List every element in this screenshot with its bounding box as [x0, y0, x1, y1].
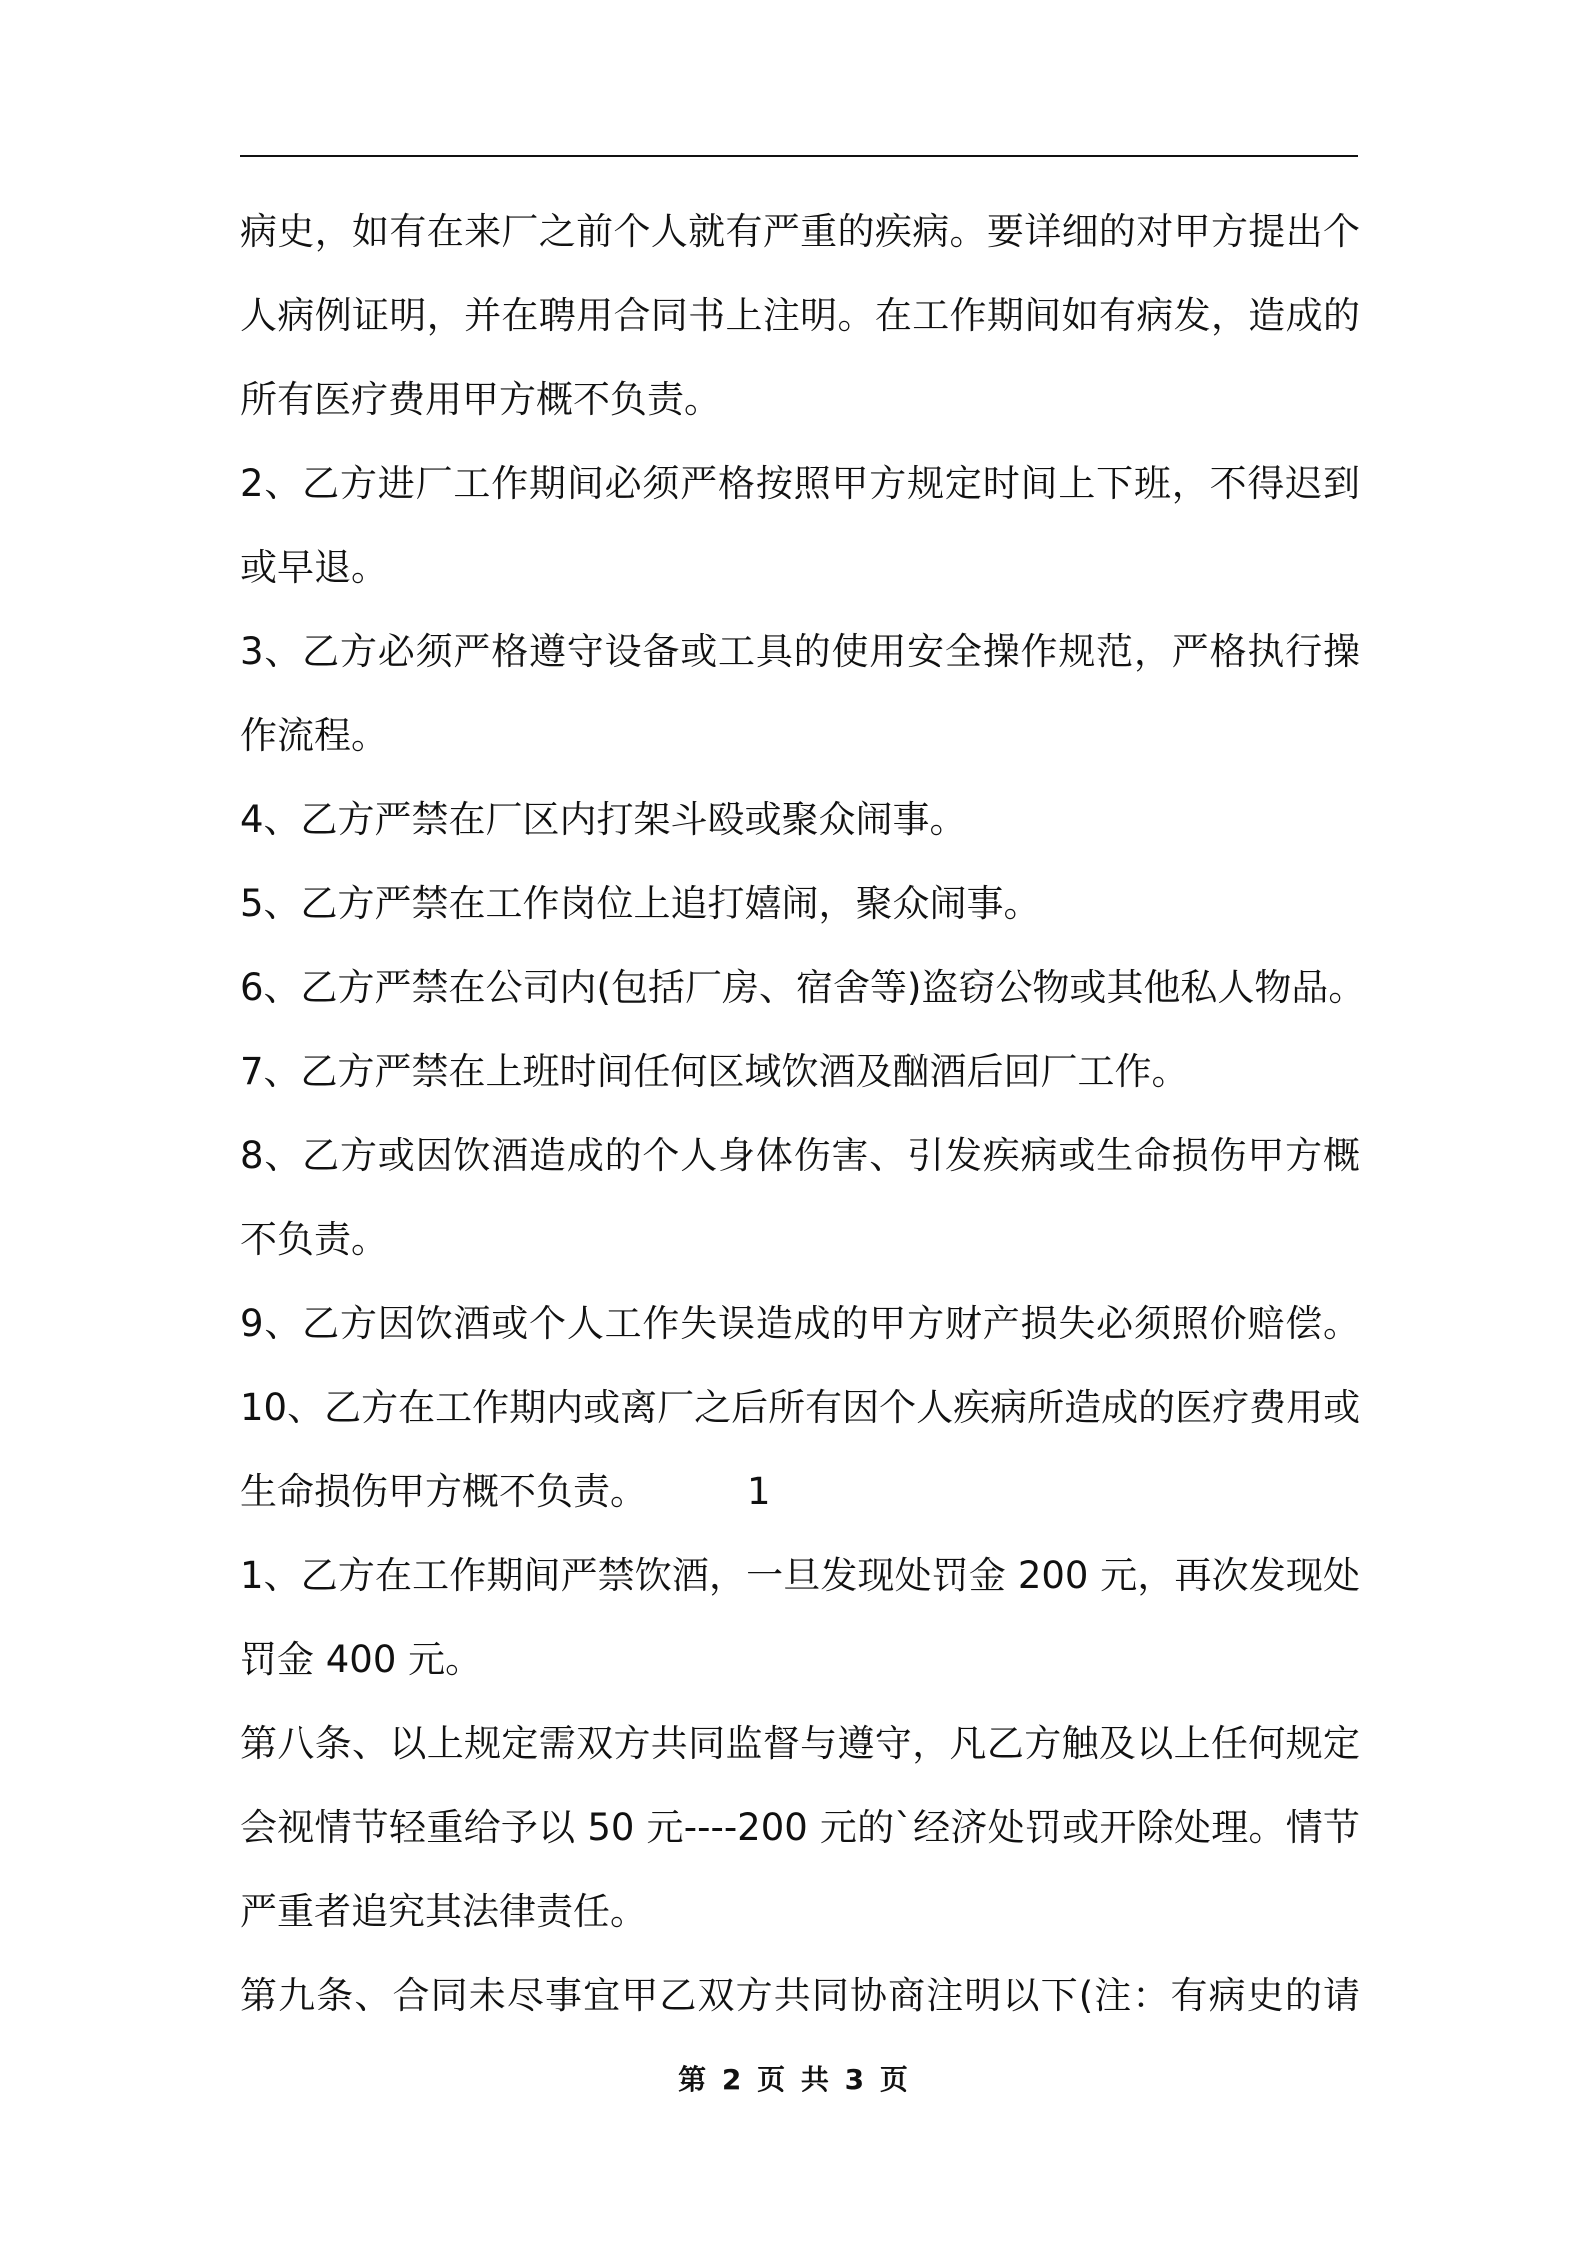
text-line: [240, 1114, 1360, 1198]
line-text: 1、乙方在工作期间严禁饮酒，一旦发现处罚金 200 元，再次发现处: [240, 1554, 1360, 1597]
line-text: 严重者追究其法律责任。: [240, 1890, 647, 1933]
text-line: [240, 1618, 1360, 1702]
line-text: 人病例证明，并在聘用合同书上注明。在工作期间如有病发，造成的: [240, 294, 1360, 337]
line-text: 第八条、以上规定需双方共同监督与遵守，凡乙方触及以上任何规定: [240, 1722, 1360, 1765]
line-text: 第九条、合同未尽事宜甲乙双方共同协商注明以下(注：有病史的请: [240, 1974, 1360, 2017]
text-line: [240, 778, 1360, 862]
line-text: 6、乙方严禁在公司内(包括厂房、宿舍等)盗窃公物或其他私人物品。: [240, 966, 1366, 1009]
text-line: [240, 274, 1360, 358]
text-line: [240, 1198, 1360, 1282]
text-line: [240, 1954, 1360, 2038]
header-rule: [240, 155, 1358, 157]
line-text: 作流程。: [240, 714, 388, 757]
text-line: [240, 694, 1360, 778]
text-line: [240, 1786, 1360, 1870]
line-text: 5、乙方严禁在工作岗位上追打嬉闹，聚众闹事。: [240, 882, 1041, 925]
text-line: [240, 442, 1360, 526]
line-text: 8、乙方或因饮酒造成的个人身体伤害、引发疾病或生命损伤甲方概: [240, 1134, 1360, 1177]
stray-marker: 1: [747, 1470, 771, 1513]
line-text: 病史，如有在来厂之前个人就有严重的疾病。要详细的对甲方提出个: [240, 210, 1360, 253]
line-text: 所有医疗费用甲方概不负责。: [240, 378, 721, 421]
text-line: [240, 1030, 1360, 1114]
page-number: 第 2 页 共 3 页: [678, 2063, 908, 2096]
text-line: [240, 610, 1360, 694]
text-line: [240, 1870, 1360, 1954]
text-line: [240, 1702, 1360, 1786]
line-text: 罚金 400 元。: [240, 1638, 483, 1681]
line-text: 7、乙方严禁在上班时间任何区域饮酒及酗酒后回厂工作。: [240, 1050, 1189, 1093]
text-line: [240, 1534, 1360, 1618]
text-line: [240, 190, 1360, 274]
line-text: 或早退。: [240, 546, 388, 589]
line-text: 生命损伤甲方概不负责。: [240, 1470, 647, 1513]
line-text: 4、乙方严禁在厂区内打架斗殴或聚众闹事。: [240, 798, 967, 841]
text-line: [240, 1282, 1360, 1366]
text-line: [240, 862, 1360, 946]
line-text: 9、乙方因饮酒或个人工作失误造成的甲方财产损失必须照价赔偿。: [240, 1302, 1360, 1345]
document-body: [240, 190, 1366, 2038]
text-line: [240, 358, 1360, 442]
line-text: 2、乙方进厂工作期间必须严格按照甲方规定时间上下班，不得迟到: [240, 462, 1360, 505]
line-text: 3、乙方必须严格遵守设备或工具的使用安全操作规范，严格执行操: [240, 630, 1360, 673]
text-line: [240, 946, 1366, 1030]
line-text: 会视情节轻重给予以 50 元----200 元的`经济处罚或开除处理。情节: [240, 1806, 1360, 1849]
text-line: [240, 1366, 1360, 1450]
line-text: 10、乙方在工作期内或离厂之后所有因个人疾病所造成的医疗费用或: [240, 1386, 1361, 1429]
text-line: [240, 1450, 1360, 1534]
text-line: [240, 526, 1360, 610]
line-text: 不负责。: [240, 1218, 388, 1261]
